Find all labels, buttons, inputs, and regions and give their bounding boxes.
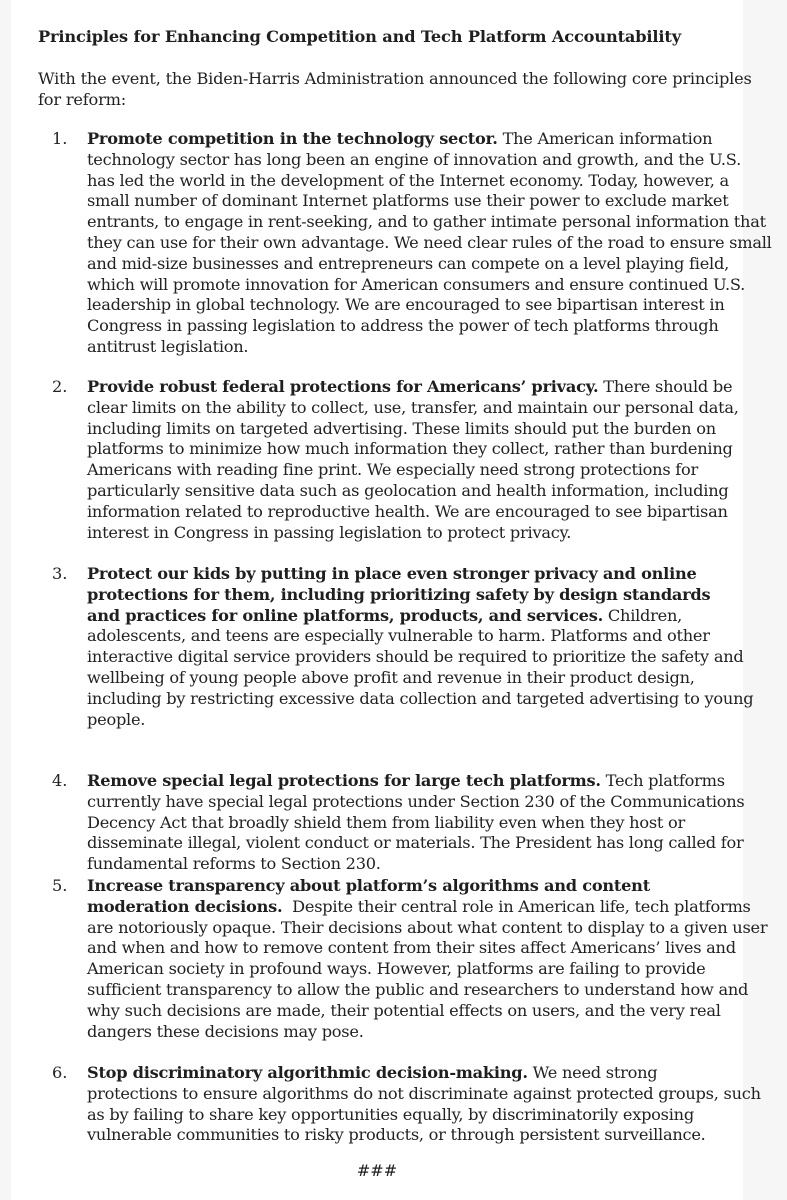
principle-line (87, 833, 744, 854)
principle-number: 3. (52, 564, 68, 583)
principle-body-text: platforms to minimize how much information they collect, rather than burdening (87, 439, 733, 459)
principle-body-text: The American information (497, 129, 713, 148)
principle-line (87, 274, 746, 296)
principle-line (87, 1125, 737, 1146)
intro-line: for reform: (38, 89, 127, 109)
principle-line (87, 337, 737, 358)
principle-line (87, 1063, 737, 1084)
principle-body-text: We need strong (527, 1063, 658, 1082)
principle-number: 1. (52, 129, 68, 148)
principle-line (87, 1105, 737, 1126)
principle-line (87, 171, 737, 192)
principle-body-text: Tech platforms (600, 771, 725, 790)
principle-body-text: interactive digital service providers should be required to prioritize the safety and (87, 647, 744, 667)
principle-line (87, 854, 737, 875)
principle-line (87, 1022, 737, 1043)
principle-line (87, 917, 768, 939)
principle-line (87, 481, 737, 502)
principle-line (87, 129, 737, 150)
principle-line (87, 896, 751, 918)
principle-body-text: vulnerable communities to risky products, or through persistent surveillance. (87, 1125, 706, 1145)
principle-heading: moderation decisions. (87, 896, 283, 916)
principle-text (87, 129, 772, 358)
principle-line (87, 647, 744, 668)
principle-heading: Stop discriminatory algorithmic decision-making. (87, 1063, 528, 1082)
principle-line (87, 979, 749, 1001)
principle-body-text: as by failing to share key opportunities equally, by discriminatorily exposing (87, 1104, 694, 1124)
principle-line (87, 959, 737, 980)
principle-body-text: including by restricting excessive data collection and targeted advertising to young (87, 688, 754, 708)
principle-text (87, 876, 768, 1042)
principle-body-text: why such decisions are made, their potential effects on users, and the very real (87, 1000, 721, 1020)
principle-body-text: currently have special legal protections under Section 230 of the Communications (87, 791, 745, 811)
principle-line (87, 502, 737, 523)
principle-line (87, 564, 737, 585)
principle-heading: Provide robust federal protections for Americans’ privacy. (87, 377, 599, 396)
principle-line (87, 191, 737, 212)
principle-line (87, 1083, 761, 1105)
principle-body-text: information related to reproductive health. We are encouraged to see bipartisan (87, 501, 728, 521)
principle-body-text: fundamental reforms to Section 230. (87, 854, 381, 874)
principle-body-text: There should be (598, 377, 733, 396)
end-mark: ### (356, 1161, 398, 1180)
principle-line (87, 212, 766, 233)
intro-line: With the event, the Biden-Harris Administration announced the following core principles (38, 69, 752, 88)
principle-line (87, 791, 745, 813)
principle-line (87, 295, 737, 316)
principle-body-text: protections to ensure algorithms do not discriminate against protected groups, such (87, 1083, 761, 1103)
principle-line (87, 149, 741, 171)
principle-body-text: entrants, to engage in rent-seeking, and to gather intimate personal information that (87, 212, 766, 232)
principle-body-text: Decency Act that broadly shield them from liability even when they host or (87, 812, 686, 832)
document-title: Principles for Enhancing Competition and Tech Platform Accountability (38, 27, 681, 46)
principle-number: 4. (52, 771, 68, 790)
principle-body-text: dangers these decisions may pose. (87, 1021, 364, 1041)
principle-heading: protections for them, including prioritizing safety by design standards (87, 584, 711, 604)
principle-line (87, 398, 737, 419)
principle-text (87, 1063, 761, 1146)
principle-line (87, 876, 737, 897)
principle-line (87, 710, 737, 731)
principle-number: 2. (52, 377, 68, 396)
principle-body-text: clear limits on the ability to collect, use, transfer, and maintain our personal data, (87, 397, 739, 417)
principle-line (87, 585, 737, 606)
principle-line (87, 377, 737, 398)
principle-line (87, 938, 737, 959)
principle-line (87, 460, 737, 481)
principle-body-text: and mid-size businesses and entrepreneurs can compete on a level playing field, (87, 253, 729, 273)
principle-heading: Increase transparency about platform’s algorithms and content (87, 876, 650, 895)
principle-line (87, 626, 737, 647)
principle-line (87, 316, 737, 337)
principle-body-text: American society in profound ways. However, platforms are failing to provide (87, 959, 706, 979)
principle-line (87, 688, 754, 710)
principle-body-text: disseminate illegal, violent conduct or materials. The President has long called for (87, 833, 744, 853)
principle-text (87, 377, 737, 543)
document-page (11, 0, 772, 1200)
principle-body-text: Congress in passing legislation to address the power of tech platforms through (87, 316, 719, 336)
principle-body-text: they can use for their own advantage. We need clear rules of the road to ensure small (87, 232, 772, 252)
principle-heading: Protect our kids by putting in place even stronger privacy and online (87, 564, 697, 583)
principle-body-text: leadership in global technology. We are encouraged to see bipartisan interest in (87, 295, 725, 315)
principle-body-text: has led the world in the development of the Internet economy. Today, however, a (87, 170, 729, 190)
principle-body-text: particularly sensitive data such as geolocation and health information, including (87, 480, 729, 500)
principle-line (87, 668, 737, 689)
principle-body-text: technology sector has long been an engine of innovation and growth, and the U.S. (87, 149, 741, 169)
principle-line (87, 606, 737, 627)
principle-line (87, 254, 737, 275)
principle-body-text: wellbeing of young people above profit and revenue in their product design, (87, 667, 695, 687)
principle-line (87, 1001, 737, 1022)
principle-body-text: are notoriously opaque. Their decisions about what content to display to a given user (87, 917, 768, 937)
principle-heading: Promote competition in the technology sector. (87, 129, 498, 148)
principle-line (87, 419, 737, 440)
principle-text (87, 564, 754, 730)
principle-heading: Remove special legal protections for large tech platforms. (87, 771, 601, 790)
principle-body-text: adolescents, and teens are especially vulnerable to harm. Platforms and other (87, 626, 710, 646)
principle-body-text: small number of dominant Internet platforms use their power to exclude market (87, 191, 729, 211)
principle-body-text: interest in Congress in passing legislation to protect privacy. (87, 522, 572, 542)
principle-number: 5. (52, 876, 68, 895)
principle-number: 6. (52, 1063, 68, 1082)
principle-line (87, 439, 737, 460)
principle-body-text: antitrust legislation. (87, 336, 249, 356)
principle-body-text: people. (87, 709, 146, 729)
principle-text (87, 771, 745, 875)
principle-body-text: which will promote innovation for American consumers and ensure continued U.S. (87, 274, 746, 294)
principle-line (87, 232, 772, 254)
principle-line (87, 813, 737, 834)
principle-line (87, 771, 737, 792)
principle-heading: and practices for online platforms, products, and services. (87, 605, 603, 625)
intro-paragraph (38, 69, 752, 111)
principle-body-text: Americans with reading fine print. We especially need strong protections for (87, 460, 699, 480)
principle-body-text: and when and how to remove content from their sites affect Americans’ lives and (87, 938, 736, 958)
principle-body-text: including limits on targeted advertising. These limits should put the burden on (87, 418, 716, 438)
principle-line (87, 523, 737, 544)
principle-body-text: Despite their central role in American life, tech platforms (282, 896, 751, 916)
principle-body-text: Children, (602, 605, 683, 625)
principle-body-text: sufficient transparency to allow the public and researchers to understand how and (87, 979, 749, 999)
